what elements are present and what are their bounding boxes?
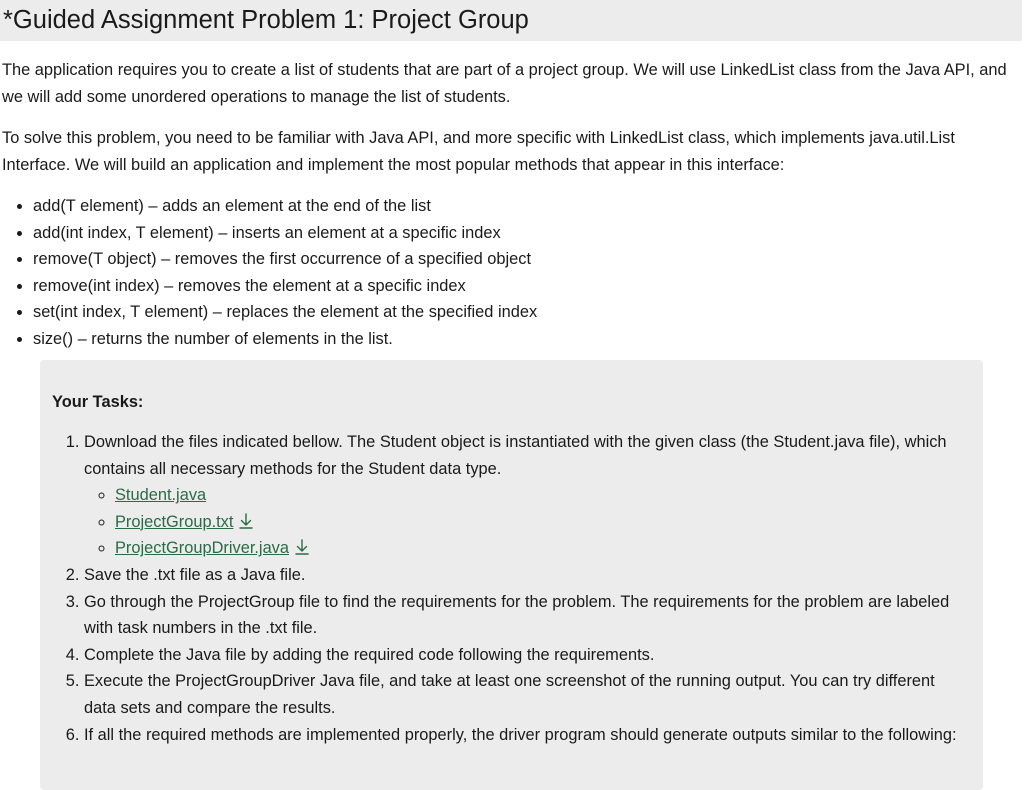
tasks-box [40,360,983,790]
methods-list [0,193,1013,353]
download-icon[interactable] [293,538,311,556]
task-item: 4. Complete the Java file by adding the required code following the requirements. [84,642,964,669]
intro-paragraph-2: To solve this problem, you need to be familiar with Java API, and more specific with LinkedList class, which implements java.util.List Interface. We will build an application and implement the most popular methods that appear in this interface: [2,129,955,174]
tasks-list [40,429,964,748]
page-title: *Guided Assignment Problem 1: Project Group [3,6,529,34]
intro-paragraph-1: The application requires you to create a list of students that are part of a project group. We will use LinkedList class from the Java API, and we will add some unordered operations to manage the list of students. [2,61,1007,106]
method-item: • remove(T object) – removes the first occurrence of a specified object [33,246,1013,273]
task-item: 3. Go through the ProjectGroup file to find the requirements for the problem. The requirements for the problem are labeled with task numbers in the .txt file. [84,589,964,642]
method-item: • set(int index, T element) – replaces the element at the specified index [33,299,1013,326]
file-list [84,482,964,562]
method-item: • remove(int index) – removes the element at a specific index [33,273,1013,300]
task-item: 2. Save the .txt file as a Java file. [84,562,964,589]
student-java-link[interactable]: Student.java [115,486,207,505]
method-item: • add(int index, T element) – inserts an element at a specific index [33,220,1013,247]
projectgroupdriver-java-link[interactable]: ProjectGroupDriver.java [115,539,289,558]
projectgroup-txt-link[interactable]: ProjectGroup.txt [115,512,234,531]
file-item [115,535,964,562]
task-text: Download the files indicated bellow. The Student object is instantiated with the given class (the Student.java file), which contains all necessary methods for the Student data type. [84,433,947,478]
download-icon[interactable] [237,512,255,530]
file-item [115,509,964,536]
task-item: 5. Execute the ProjectGroupDriver Java file, and take at least one screenshot of the running output. You can try different data sets and compare the results. [84,668,964,721]
task-item: 6. If all the required methods are implemented properly, the driver program should generate outputs similar to the following: [84,722,964,749]
method-item: • add(T element) – adds an element at the end of the list [33,193,1013,220]
task-item [84,429,964,562]
title-bar [0,0,1022,41]
method-item: • size() – returns the number of elements in the list. [33,326,1013,353]
tasks-heading: Your Tasks: [52,393,144,411]
file-item [115,482,964,509]
